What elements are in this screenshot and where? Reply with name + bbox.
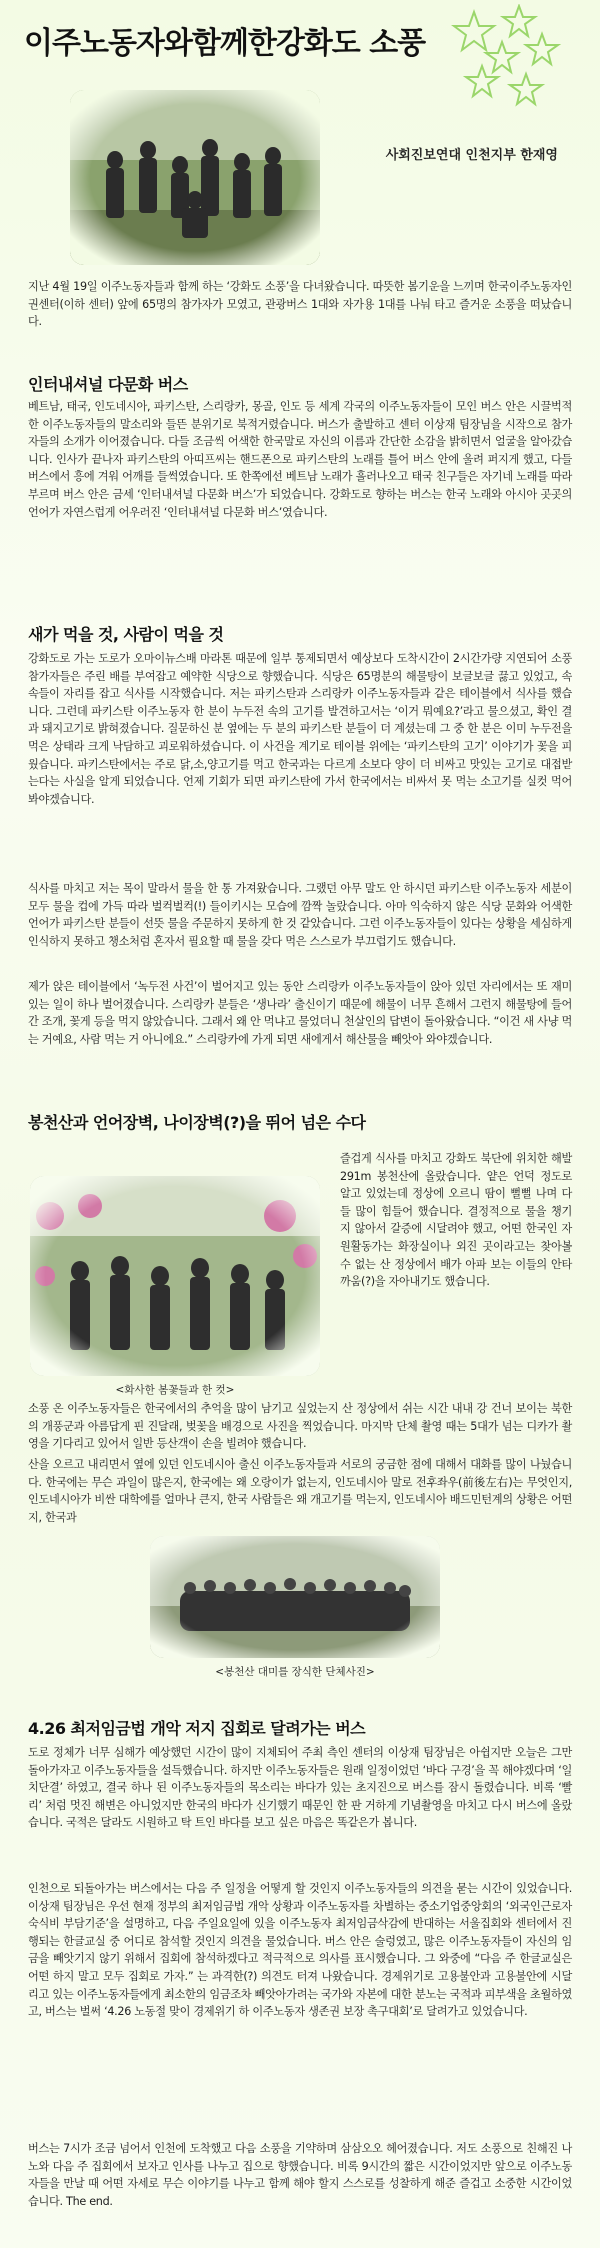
section-hike-side-body: 즐겁게 식사를 마치고 강화도 북단에 위치한 해발 291m 봉천산에 올랐습니다. 얕은 언덕 정도로 알고 있었는데 정상에 오르니 땀이 뻘뻘 나며 다들 많이 힘들어 했습니다. 결정적으로 물을 챙기지 않아서 갈증에 시달려야 했고, 어떤 한국인 자원활동가는 화장실이나 외진 곳이라고는 찾아볼 수 없는 산 정상에서 배가 아파 보는 이들의 안타까움(?)을 자아내기도 했습니다. bbox=[340, 1152, 572, 1289]
group-photo-summit bbox=[150, 1536, 440, 1658]
decorative-stars-icon bbox=[444, 4, 564, 114]
author-byline: 사회진보연대 인천지부 한재영 bbox=[385, 148, 558, 163]
section-bus-body: 베트남, 태국, 인도네시아, 파키스탄, 스리랑카, 몽골, 인도 등 세계 각국의 이주노동자들이 모인 버스 안은 시끌벅적한 이주노동자들의 말소리와 들뜬 분위기로 북적거렸습니다. 버스가 출발하고 센터 이상재 팀장님을 시작으로 참가자들의 소개가 이어졌습니다. 다들 조금씩 어색한 한국말로 자신의 이름과 간단한 소감을 밝히면서 얼굴을 알아갔습니다. 인사가 끝나자 파키스탄의 아띠프씨는 핸드폰으로 파키스탄의 노래를 틀어 버스 안에 울려 퍼지게 했고, 다들 버스에서 흥에 겨워 어깨를 들썩였습니다. 또 한쪽에선 베트남 노래가 흘러나오고 태국 친구들은 자기네 노래를 따라 부르며 버스 안은 금세 ‘인터내셔널 다문화 버스’가 되었습니다. 강화도로 향하는 버스는 한국 노래와 아시아 곳곳의 언어가 자연스럽게 어우러진 ‘인터내셔널 다문화 버스’였습니다. bbox=[28, 400, 572, 519]
section-heading-rally: 4.26 최저임금법 개악 저지 집회로 달려가는 버스 bbox=[28, 1719, 366, 1738]
section-hike-body-1: 소풍 온 이주노동자들은 한국에서의 추억을 많이 남기고 싶었는지 산 정상에서 쉬는 시간 내내 강 건너 보이는 북한의 개풍군과 아름답게 핀 진달래, 벚꽃을 배경으로 사진을 찍었습니다. 마지막 단체 촬영 때는 5대가 넘는 디카가 촬영을 기다리고 있어서 일반 등산객이 손을 빌려야 했습니다. bbox=[28, 1402, 572, 1451]
section-hike-body-2: 산을 오르고 내리면서 옆에 있던 인도네시아 출신 이주노동자들과 서로의 궁금한 점에 대해서 대화를 많이 나눴습니다. 한국에는 무슨 과일이 많은지, 한국에는 왜 오랑이가 없는지, 인도네시아 말로 전후좌우(前後左右)는 무엇인지, 인도네시아가 비싼 대학에를 얼마나 큰지, 한국 사람들은 왜 개고기를 먹는지, 인도네시아 배드민턴계의 상황은 어떤지, 한국과 bbox=[28, 1458, 572, 1524]
group-photo-top bbox=[70, 90, 320, 265]
hiking-photo bbox=[30, 1176, 320, 1376]
section-food-body-2: 식사를 마치고 저는 목이 말라서 물을 한 통 가져왔습니다. 그랬던 아무 말도 안 하시던 파키스탄 이주노동자 세분이 모두 물을 컵에 가득 따라 벌컥벌컥(!) 들이키시는 모습에 깜짝 놀랐습니다. 아마 익숙하지 않은 식당 문화와 어색한 언어가 파키스탄 분들이 선뜻 물을 주문하지 못하게 한 것 같았습니다. 그런 이주노동자들이 있다는 상황을 세심하게 인식하지 못하고 챙소처럼 혼자서 필요할 때 물을 갖다 먹은 스스로가 부끄럽기도 했습니다. bbox=[28, 882, 572, 948]
section-food-body-1: 강화도로 가는 도로가 오마이뉴스배 마라톤 때문에 일부 통제되면서 예상보다 도착시간이 2시간가량 지연되어 소풍 참가자들은 주린 배를 부여잡고 예약한 식당으로 향했습니다. 식당은 65명분의 해물탕이 보글보글 끓고 있었고, 속속들이 자리를 잡고 식사를 시작했습니다. 저는 파키스탄과 스리랑카 이주노동자들과 같은 테이블에서 식사를 했습니다. 그런데 파키스탄 이주노동자 한 분이 누두전 속의 고기를 발견하고서는 ‘이거 뭐예요?’라고 물으셨고, 확인 결과 돼지고기로 밝혀졌습니다. 질문하신 분 옆에는 두 분의 파키스탄 분들이 더 계셨는데 그 중 한 분은 이미 누두전을 먹은 상태라 크게 낙담하고 괴로워하셨습니다. 이 사건을 계기로 테이블 위에는 ‘파키스탄의 고기’ 이야기가 꽃을 피웠습니다. 파키스탄에서는 주로 닭,소,양고기를 먹고 한국과는 다르게 소보다 양이 더 비싸고 맛있는 고기로 대접받는다는 사실을 알게 되었습니다. 언제 기회가 되면 파키스탄에 가서 한국에서는 비싸서 못 먹는 소고기를 실컷 먹어봐야겠습니다. bbox=[28, 652, 572, 806]
section-rally-body-2: 인천으로 되돌아가는 버스에서는 다음 주 일정을 어떻게 할 것인지 이주노동자들의 의견을 묻는 시간이 있었습니다. 이상재 팀장님은 우선 현재 정부의 최저임금법 개악 상황과 이주노동자를 차별하는 중소기업중앙회의 ‘외국인근로자 숙식비 부담기준’을 설명하고, 다음 주일요일에 있을 이주노동자 최저임금삭감에 반대하는 서울집회와 센터에서 진행되는 한글교실 중 어디로 참석할 것인지 의견을 물었습니다. 버스 안은 술렁였고, 많은 이주노동자들이 자신의 임금을 빼앗기지 않기 위해서 집회에 참석하겠다고 적극적으로 의사를 표시했습니다. 그 와중에 “다음 주 한글교실은 어떤 하지 말고 모두 집회로 가자.” 는 과격한(?) 의견도 터져 나왔습니다. 경제위기로 고용불안과 고용불안에 시달리고 있는 이주노동자들에게 최소한의 임금조차 빼앗아가려는 국가와 자본에 대한 분노는 국적과 피부색을 초월하였고, 버스는 벌써 ‘4.26 노동절 맞이 경제위기 하 이주노동자 생존권 보장 촉구대회’로 달려가고 있었습니다. bbox=[28, 1882, 572, 2019]
section-rally-body-3: 버스는 7시가 조금 넘어서 인천에 도착했고 다음 소풍을 기약하며 삼삼오오 헤어졌습니다. 저도 소풍으로 친해진 나노와 다음 주 집회에서 보자고 인사를 나누고 집으로 향했습니다. 비록 9시간의 짧은 시간이었지만 앞으로 이주노동자들을 만날 때 어떤 자세로 무슨 이야기를 나누고 함께 해야 할지 스스로를 성찰하게 해준 즐겁고 소중한 시간이었습니다. The end. bbox=[28, 2142, 572, 2208]
section-food-body-3: 제가 앉은 테이블에서 ‘녹두전 사건’이 벌어지고 있는 동안 스리랑카 이주노동자들이 앉아 있던 자리에서는 또 재미있는 일이 하나 벌어졌습니다. 스리랑카 분들은 ‘생나라’ 출신이기 때문에 해물이 너무 흔해서 그런지 해물탕에 들어간 조개, 꽃게 등을 먹지 않았습니다. 그래서 왜 안 먹냐고 물었더니 천살인의 답변이 돌아왔습니다. “이건 새 사냥 먹는 거예요, 사람 먹는 거 아니에요.” 스리랑카에 가게 되면 새에게서 해산물을 빼앗아 와야겠습니다. bbox=[28, 980, 572, 1046]
summit-photo-caption: <봉천산 대미를 장식한 단체사진> bbox=[215, 1666, 375, 1678]
page-title: 이주노동자와함께한강화도 소풍 bbox=[24, 26, 426, 61]
hiking-photo-caption: <화사한 봄꽃들과 한 컷> bbox=[115, 1384, 235, 1396]
section-heading-food: 새가 먹을 것, 사람이 먹을 것 bbox=[28, 625, 224, 644]
intro-paragraph: 지난 4월 19일 이주노동자들과 함께 하는 ‘강화도 소풍’을 다녀왔습니다. 따뜻한 봄기운을 느끼며 한국이주노동자인권센터(이하 센터) 앞에 65명의 참가자가 모였고, 관광버스 1대와 자가용 1대를 나눠 타고 즐거운 소풍을 떠났습니다. bbox=[28, 280, 572, 329]
section-heading-hike: 봉천산과 언어장벽, 나이장벽(?)을 뛰어 넘은 수다 bbox=[28, 1113, 366, 1132]
section-rally-body-1: 도로 정체가 너무 심해가 예상했던 시간이 많이 지체되어 주최 측인 센터의 이상재 팀장님은 아쉽지만 오늘은 그만 돌아가자고 이주노동자들을 설득했습니다. 하지만 이주노동자들은 원래 일정이었던 ‘바다 구경’을 꼭 해야겠다며 ‘일치단결’ 하였고, 결국 하나 된 이주노동자들의 목소리는 바다가 있는 초지진으로 버스를 잠시 돌렸습니다. 비록 ‘빨리’ 처럼 멋진 해변은 아니었지만 한국의 바다가 신기했기 때문인 한 판 거하게 기념촬영을 마치고 다시 버스에 올랐습니다. 국적은 달라도 시원하고 탁 트인 바다를 보고 싶은 마음은 똑같은가 봅니다. bbox=[28, 1746, 572, 1830]
section-heading-bus: 인터내셔널 다문화 버스 bbox=[28, 375, 188, 394]
